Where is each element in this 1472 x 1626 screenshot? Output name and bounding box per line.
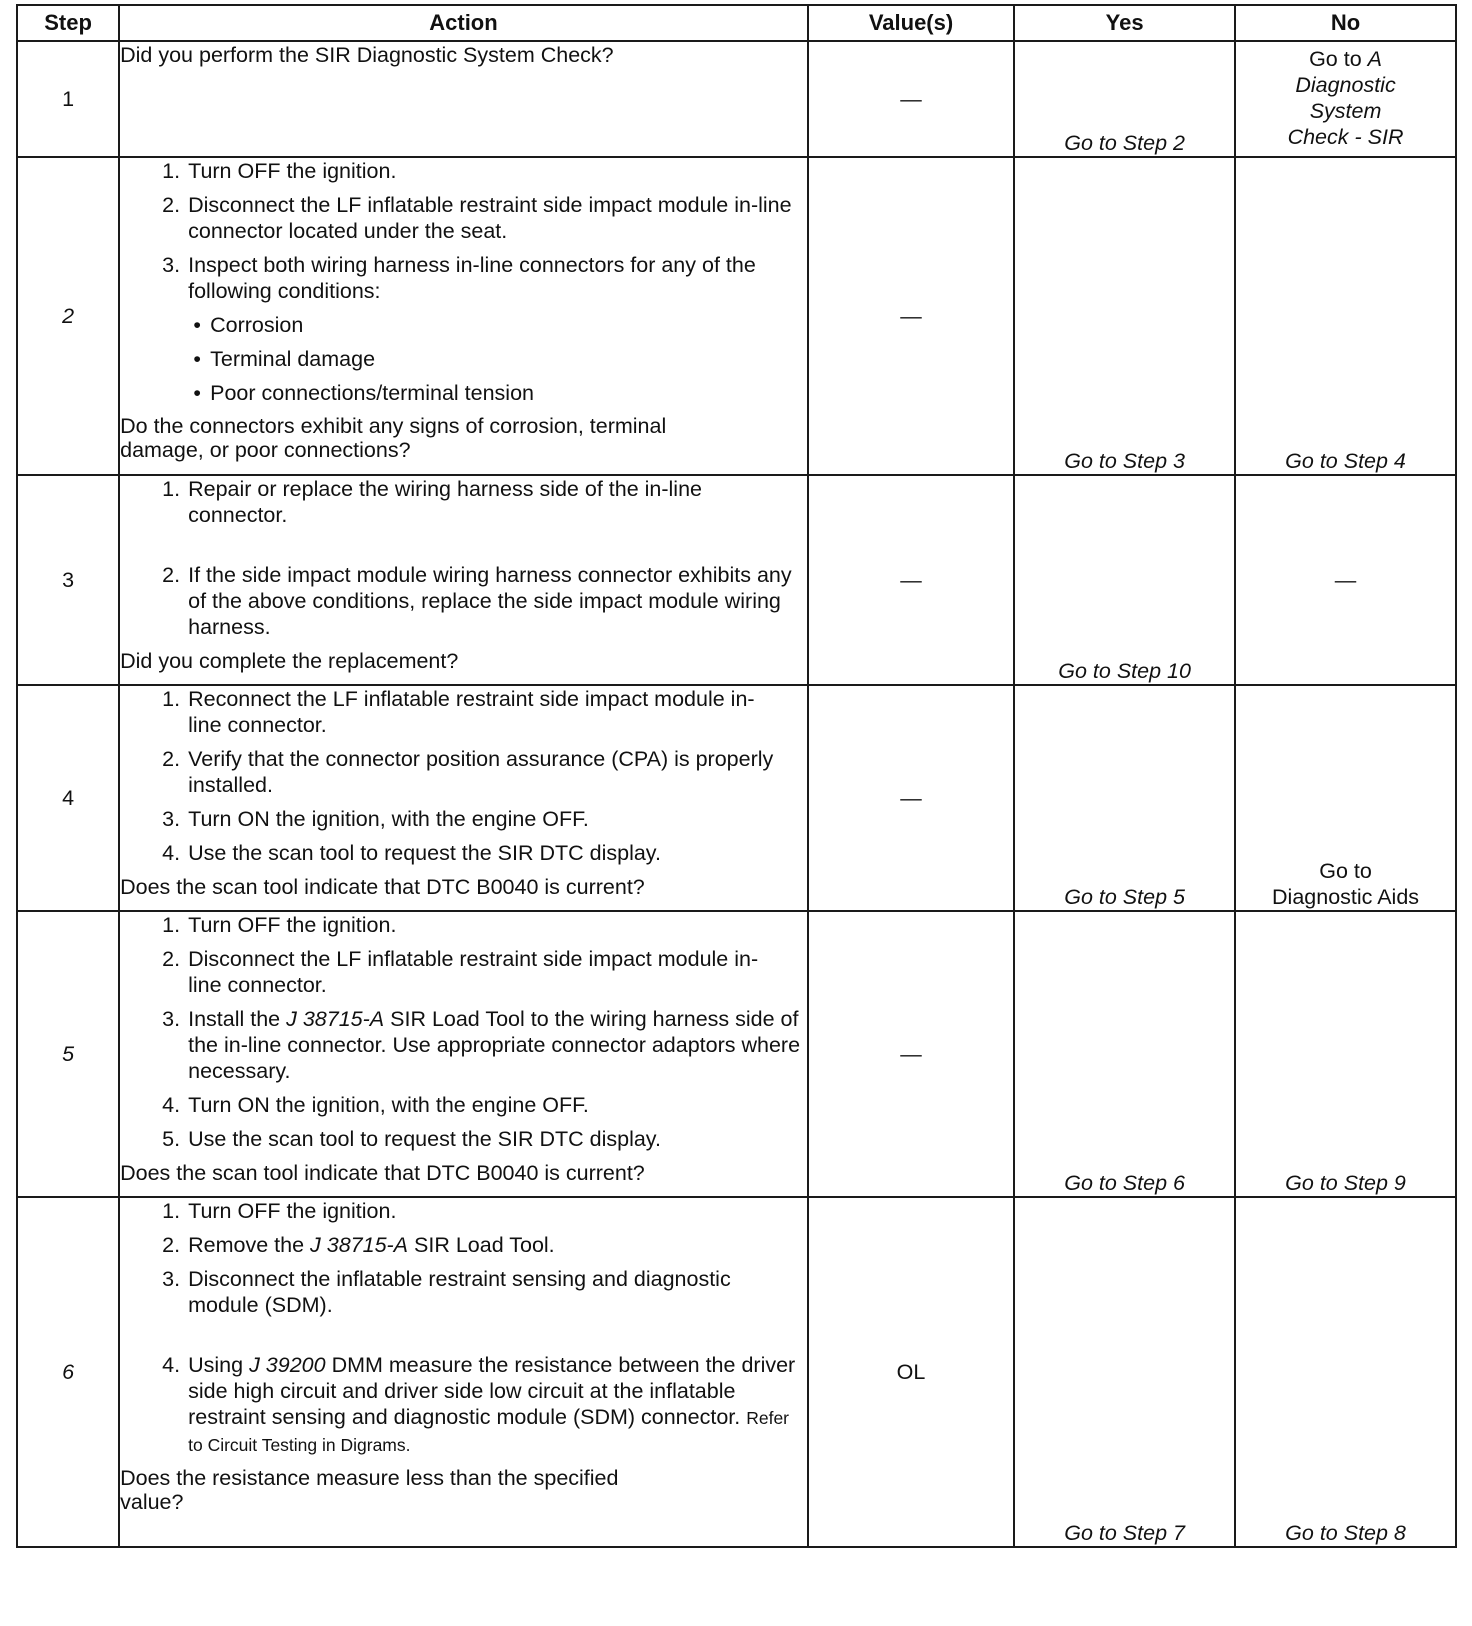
action-cell: [119, 911, 808, 1197]
action-question: Does the scan tool indicate that DTC B0040 is current?: [120, 1161, 645, 1185]
no-line: System: [1309, 99, 1382, 123]
step-number: 6: [17, 1197, 119, 1547]
step-number: 4: [17, 685, 119, 911]
table-row: [17, 157, 1456, 475]
action-step: 1. Reconnect the LF inflatable restraint side impact module in-line connector.: [162, 687, 755, 737]
no-link[interactable]: Go to Step 9: [1235, 911, 1456, 1197]
step-number: 3: [17, 475, 119, 685]
action-question: Does the scan tool indicate that DTC B0040 is current?: [120, 875, 645, 899]
diagnostic-table: [16, 4, 1457, 1548]
no-link[interactable]: [1235, 41, 1456, 157]
action-question: Does the resistance measure less than the specified value?: [120, 1466, 619, 1514]
bullet-item: • Terminal damage: [193, 347, 376, 371]
yes-link[interactable]: Go to Step 6: [1014, 911, 1235, 1197]
no-link: —: [1235, 475, 1456, 685]
action-cell: [119, 157, 808, 475]
tool-reference: J 38715-A: [310, 1233, 409, 1257]
value-cell: OL: [808, 1197, 1014, 1547]
header-row: [17, 5, 1456, 41]
no-line: Check - SIR: [1287, 125, 1404, 149]
header-values: Value(s): [808, 5, 1014, 41]
no-line: Diagnostic Aids: [1272, 885, 1420, 909]
action-question: Did you complete the replacement?: [120, 649, 459, 673]
action-step: 2. Remove the J 38715-A SIR Load Tool.: [162, 1233, 555, 1257]
action-step: 3. Disconnect the inflatable restraint sensing and diagnostic module (SDM).: [162, 1267, 731, 1317]
header-action: Action: [119, 5, 808, 41]
table-row: [17, 475, 1456, 685]
action-step: 3. Install the J 38715-A SIR Load Tool to the wiring harness side of the in-line connector. Use appropriate connector adaptors where necessary.: [162, 1007, 801, 1083]
step-number: 1: [17, 41, 119, 157]
action-step: 5. Use the scan tool to request the SIR DTC display.: [162, 1127, 661, 1151]
step-number: 5: [17, 911, 119, 1197]
step-number: 2: [17, 157, 119, 475]
action-step: 4. Using J 39200 DMM measure the resistance between the driver side high circuit and driver side low circuit at the inflatable restraint sensing and diagnostic module (SDM) connector. Refer to Circuit Testing in Digrams.: [162, 1353, 796, 1455]
action-step: 3. Turn ON the ignition, with the engine OFF.: [162, 807, 589, 831]
yes-link[interactable]: Go to Step 10: [1014, 475, 1235, 685]
bullet-item: • Corrosion: [193, 313, 304, 337]
reference-note: Refer to Circuit Testing in Digrams.: [188, 1408, 790, 1455]
value-cell: —: [808, 157, 1014, 475]
action-step: 3. Inspect both wiring harness in-line connectors for any of the following conditions:: [162, 253, 756, 303]
action-question: Do the connectors exhibit any signs of corrosion, terminal damage, or poor connections?: [120, 414, 667, 462]
header-yes: Yes: [1014, 5, 1235, 41]
header-no: No: [1235, 5, 1456, 41]
yes-link[interactable]: Go to Step 2: [1014, 41, 1235, 157]
action-cell: [119, 685, 808, 911]
action-step: 1. Repair or replace the wiring harness side of the in-line connector.: [162, 477, 702, 527]
no-link[interactable]: Go to Step 4: [1235, 157, 1456, 475]
action-cell: [119, 41, 808, 157]
value-cell: —: [808, 475, 1014, 685]
no-line-italic: A: [1367, 47, 1382, 71]
table-row: [17, 1197, 1456, 1547]
action-cell: [119, 475, 808, 685]
action-step: 2. Verify that the connector position assurance (CPA) is properly installed.: [162, 747, 774, 797]
no-line: Go to: [1319, 859, 1372, 883]
action-step: 1. Turn OFF the ignition.: [162, 1199, 397, 1223]
table-row: [17, 41, 1456, 157]
value-cell: —: [808, 685, 1014, 911]
no-line: Go to: [1309, 47, 1362, 71]
yes-link[interactable]: Go to Step 7: [1014, 1197, 1235, 1547]
action-step: 1. Turn OFF the ignition.: [162, 159, 397, 183]
action-step: 2. Disconnect the LF inflatable restraint side impact module in-line connector.: [162, 947, 759, 997]
value-cell: —: [808, 911, 1014, 1197]
tool-reference: J 39200: [249, 1353, 326, 1377]
action-step: 2. If the side impact module wiring harness connector exhibits any of the above conditions, replace the side impact module wiring harness.: [162, 563, 792, 639]
action-cell: [119, 1197, 808, 1547]
yes-link[interactable]: Go to Step 3: [1014, 157, 1235, 475]
no-line: Diagnostic: [1295, 73, 1396, 97]
action-step: 2. Disconnect the LF inflatable restraint side impact module in-line connector located under the seat.: [162, 193, 792, 243]
header-step: Step: [17, 5, 119, 41]
action-question: Did you perform the SIR Diagnostic System Check?: [120, 43, 614, 67]
action-step: 1. Turn OFF the ignition.: [162, 913, 397, 937]
bullet-item: • Poor connections/terminal tension: [193, 381, 534, 405]
tool-reference: J 38715-A: [286, 1007, 385, 1031]
table-row: [17, 685, 1456, 911]
no-link[interactable]: [1235, 685, 1456, 911]
value-cell: —: [808, 41, 1014, 157]
no-link[interactable]: Go to Step 8: [1235, 1197, 1456, 1547]
action-step: 4. Use the scan tool to request the SIR DTC display.: [162, 841, 661, 865]
yes-link[interactable]: Go to Step 5: [1014, 685, 1235, 911]
table-row: [17, 911, 1456, 1197]
action-step: 4. Turn ON the ignition, with the engine OFF.: [162, 1093, 589, 1117]
